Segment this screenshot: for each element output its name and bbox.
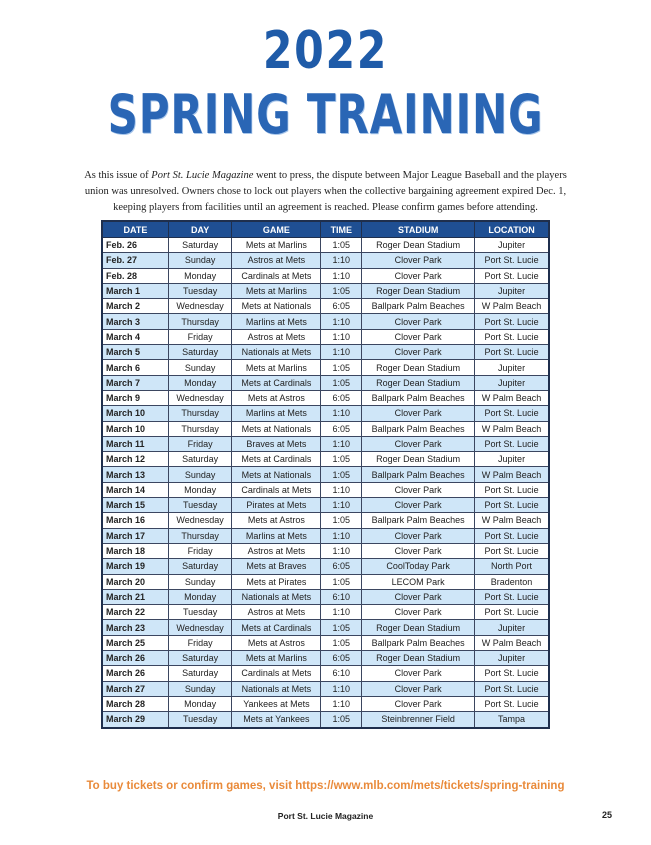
cell-location: W Palm Beach	[475, 513, 549, 528]
cell-stadium: Roger Dean Stadium	[362, 360, 475, 375]
cell-game: Mets at Nationals	[232, 467, 321, 482]
table-row	[102, 589, 549, 604]
cell-location: W Palm Beach	[475, 467, 549, 482]
schedule-table	[101, 220, 550, 729]
cell-day: Monday	[168, 482, 232, 497]
cell-stadium: Roger Dean Stadium	[362, 452, 475, 467]
cell-game: Cardinals at Mets	[232, 268, 321, 283]
cell-time: 1:05	[321, 283, 362, 298]
cell-stadium: Roger Dean Stadium	[362, 283, 475, 298]
cell-time: 1:05	[321, 360, 362, 375]
table-row	[102, 436, 549, 451]
cell-location: North Port	[475, 559, 549, 574]
table-row	[102, 574, 549, 589]
table-row	[102, 651, 549, 666]
cell-time: 1:10	[321, 543, 362, 558]
header-game: GAME	[232, 221, 321, 238]
cell-game: Mets at Astros	[232, 390, 321, 405]
cell-day: Monday	[168, 589, 232, 604]
tickets-link-text[interactable]: To buy tickets or confirm games, visit https://www.mlb.com/mets/tickets/spring-training	[86, 780, 565, 792]
cell-location: Port St. Lucie	[475, 345, 549, 360]
cell-stadium: Roger Dean Stadium	[362, 238, 475, 253]
cell-date: Feb. 28	[102, 268, 168, 283]
cell-stadium: Ballpark Palm Beaches	[362, 635, 475, 650]
header-day: DAY	[168, 221, 232, 238]
cell-location: W Palm Beach	[475, 421, 549, 436]
cell-date: March 9	[102, 390, 168, 405]
cell-date: March 29	[102, 712, 168, 728]
intro-paragraph	[80, 168, 571, 216]
cell-day: Sunday	[168, 467, 232, 482]
cell-game: Mets at Astros	[232, 513, 321, 528]
cell-stadium: Roger Dean Stadium	[362, 651, 475, 666]
cell-location: Jupiter	[475, 620, 549, 635]
cell-location: Tampa	[475, 712, 549, 728]
cell-time: 6:10	[321, 589, 362, 604]
cell-game: Mets at Astros	[232, 635, 321, 650]
cell-stadium: Clover Park	[362, 543, 475, 558]
cell-stadium: Clover Park	[362, 253, 475, 268]
cell-stadium: Clover Park	[362, 498, 475, 513]
cell-game: Mets at Braves	[232, 559, 321, 574]
cell-day: Monday	[168, 696, 232, 711]
cell-day: Tuesday	[168, 712, 232, 728]
cell-game: Astros at Mets	[232, 329, 321, 344]
cell-time: 1:05	[321, 712, 362, 728]
cell-location: W Palm Beach	[475, 299, 549, 314]
cell-date: March 16	[102, 513, 168, 528]
table-row	[102, 696, 549, 711]
cell-location: Port St. Lucie	[475, 589, 549, 604]
cell-date: Feb. 27	[102, 253, 168, 268]
table-row	[102, 620, 549, 635]
cell-time: 1:10	[321, 345, 362, 360]
cell-date: March 14	[102, 482, 168, 497]
cell-date: March 13	[102, 467, 168, 482]
cell-game: Nationals at Mets	[232, 345, 321, 360]
cell-time: 1:05	[321, 452, 362, 467]
cell-stadium: Clover Park	[362, 345, 475, 360]
cell-date: March 28	[102, 696, 168, 711]
cell-time: 1:10	[321, 329, 362, 344]
table-row	[102, 283, 549, 298]
cell-date: Feb. 26	[102, 238, 168, 253]
cell-stadium: Ballpark Palm Beaches	[362, 421, 475, 436]
cell-location: Bradenton	[475, 574, 549, 589]
table-row	[102, 329, 549, 344]
cell-time: 1:10	[321, 436, 362, 451]
cell-game: Marlins at Mets	[232, 314, 321, 329]
cell-stadium: Clover Park	[362, 406, 475, 421]
title-year: 2022	[262, 21, 389, 81]
cell-date: March 10	[102, 421, 168, 436]
table-row	[102, 498, 549, 513]
cell-day: Monday	[168, 268, 232, 283]
cell-stadium: Roger Dean Stadium	[362, 375, 475, 390]
cell-location: Port St. Lucie	[475, 482, 549, 497]
cell-game: Mets at Nationals	[232, 299, 321, 314]
cell-stadium: Clover Park	[362, 696, 475, 711]
cell-time: 6:05	[321, 299, 362, 314]
page-number: 25	[602, 810, 613, 820]
cell-day: Saturday	[168, 651, 232, 666]
table-row	[102, 635, 549, 650]
cell-time: 6:05	[321, 390, 362, 405]
cell-game: Mets at Marlins	[232, 238, 321, 253]
cell-time: 1:05	[321, 375, 362, 390]
cell-stadium: Ballpark Palm Beaches	[362, 390, 475, 405]
cell-time: 1:10	[321, 253, 362, 268]
cell-time: 1:10	[321, 681, 362, 696]
cell-stadium: Steinbrenner Field	[362, 712, 475, 728]
cell-time: 1:10	[321, 268, 362, 283]
cell-stadium: Ballpark Palm Beaches	[362, 467, 475, 482]
cell-time: 1:10	[321, 528, 362, 543]
cell-game: Yankees at Mets	[232, 696, 321, 711]
cell-game: Cardinals at Mets	[232, 666, 321, 681]
cell-day: Tuesday	[168, 498, 232, 513]
cell-game: Mets at Nationals	[232, 421, 321, 436]
table-row	[102, 375, 549, 390]
cell-stadium: Clover Park	[362, 329, 475, 344]
cell-stadium: Clover Park	[362, 268, 475, 283]
cell-time: 1:05	[321, 635, 362, 650]
cell-date: March 27	[102, 681, 168, 696]
intro-text-after: went to press, the dispute between Major League Baseball and the players union was unresolved. Owners chose to lock out players when the collective bargaining agreement expired Dec. 1, keeping players from facilities until an agreement is reached. Please confirm games before attending.	[84, 169, 567, 213]
cell-location: Jupiter	[475, 238, 549, 253]
cell-day: Wednesday	[168, 513, 232, 528]
cell-time: 1:05	[321, 238, 362, 253]
cell-location: Jupiter	[475, 375, 549, 390]
cell-date: March 22	[102, 605, 168, 620]
cell-game: Mets at Marlins	[232, 283, 321, 298]
cell-day: Thursday	[168, 421, 232, 436]
table-row	[102, 406, 549, 421]
cell-time: 1:10	[321, 696, 362, 711]
cell-stadium: Clover Park	[362, 666, 475, 681]
table-row	[102, 681, 549, 696]
cell-game: Nationals at Mets	[232, 681, 321, 696]
cell-game: Braves at Mets	[232, 436, 321, 451]
cell-date: March 23	[102, 620, 168, 635]
cell-date: March 6	[102, 360, 168, 375]
footer-magazine: Port St. Lucie Magazine	[277, 811, 374, 821]
table-row	[102, 238, 549, 253]
table-row	[102, 360, 549, 375]
cell-day: Saturday	[168, 452, 232, 467]
table-row	[102, 345, 549, 360]
cell-day: Wednesday	[168, 620, 232, 635]
cell-location: Port St. Lucie	[475, 268, 549, 283]
header-location: LOCATION	[475, 221, 549, 238]
cell-location: Port St. Lucie	[475, 605, 549, 620]
cell-date: March 4	[102, 329, 168, 344]
cell-day: Wednesday	[168, 299, 232, 314]
cell-date: March 2	[102, 299, 168, 314]
cell-location: Port St. Lucie	[475, 406, 549, 421]
cell-location: W Palm Beach	[475, 390, 549, 405]
cell-game: Mets at Marlins	[232, 360, 321, 375]
cell-location: Jupiter	[475, 452, 549, 467]
table-row	[102, 666, 549, 681]
cell-date: March 26	[102, 651, 168, 666]
cell-stadium: Clover Park	[362, 482, 475, 497]
header-date: DATE	[102, 221, 168, 238]
cell-day: Friday	[168, 436, 232, 451]
cell-game: Mets at Marlins	[232, 651, 321, 666]
cell-day: Monday	[168, 375, 232, 390]
title-headline: SPRING TRAINING	[107, 83, 544, 146]
cell-location: Jupiter	[475, 360, 549, 375]
schedule-header-row	[102, 221, 549, 238]
intro-publication: Port St. Lucie Magazine	[151, 169, 254, 181]
cell-stadium: Roger Dean Stadium	[362, 620, 475, 635]
intro-text-before: As this issue of	[84, 169, 152, 181]
cell-time: 1:05	[321, 467, 362, 482]
table-row	[102, 452, 549, 467]
cell-stadium: Clover Park	[362, 528, 475, 543]
cell-date: March 3	[102, 314, 168, 329]
cell-stadium: Clover Park	[362, 314, 475, 329]
cell-time: 1:10	[321, 605, 362, 620]
cell-date: March 15	[102, 498, 168, 513]
cell-stadium: LECOM Park	[362, 574, 475, 589]
cell-game: Marlins at Mets	[232, 528, 321, 543]
cell-time: 1:05	[321, 620, 362, 635]
cell-time: 6:05	[321, 559, 362, 574]
cell-day: Thursday	[168, 528, 232, 543]
cell-day: Saturday	[168, 238, 232, 253]
table-row	[102, 268, 549, 283]
schedule-body	[102, 238, 549, 728]
cell-time: 6:10	[321, 666, 362, 681]
cell-date: March 11	[102, 436, 168, 451]
cell-time: 1:05	[321, 574, 362, 589]
cell-location: Port St. Lucie	[475, 528, 549, 543]
cell-date: March 19	[102, 559, 168, 574]
cell-day: Sunday	[168, 253, 232, 268]
cell-location: W Palm Beach	[475, 635, 549, 650]
table-row	[102, 482, 549, 497]
cell-day: Saturday	[168, 666, 232, 681]
cell-day: Friday	[168, 329, 232, 344]
cell-date: March 18	[102, 543, 168, 558]
cell-date: March 20	[102, 574, 168, 589]
cell-date: March 5	[102, 345, 168, 360]
cell-game: Mets at Yankees	[232, 712, 321, 728]
header-stadium: STADIUM	[362, 221, 475, 238]
cell-time: 1:10	[321, 498, 362, 513]
cell-time: 1:10	[321, 482, 362, 497]
cell-location: Port St. Lucie	[475, 681, 549, 696]
table-row	[102, 467, 549, 482]
cell-game: Astros at Mets	[232, 253, 321, 268]
cell-day: Tuesday	[168, 605, 232, 620]
cell-day: Friday	[168, 635, 232, 650]
cell-game: Astros at Mets	[232, 605, 321, 620]
cell-location: Port St. Lucie	[475, 666, 549, 681]
cell-stadium: CoolToday Park	[362, 559, 475, 574]
cell-stadium: Ballpark Palm Beaches	[362, 513, 475, 528]
cell-date: March 1	[102, 283, 168, 298]
table-row	[102, 543, 549, 558]
cell-stadium: Clover Park	[362, 436, 475, 451]
cell-stadium: Clover Park	[362, 681, 475, 696]
table-row	[102, 559, 549, 574]
cell-game: Astros at Mets	[232, 543, 321, 558]
cell-stadium: Clover Park	[362, 589, 475, 604]
table-row	[102, 390, 549, 405]
cell-day: Thursday	[168, 314, 232, 329]
cell-game: Cardinals at Mets	[232, 482, 321, 497]
table-row	[102, 253, 549, 268]
table-row	[102, 513, 549, 528]
cell-day: Wednesday	[168, 390, 232, 405]
cell-day: Sunday	[168, 574, 232, 589]
cell-date: March 26	[102, 666, 168, 681]
cell-game: Pirates at Mets	[232, 498, 321, 513]
cell-day: Tuesday	[168, 283, 232, 298]
cell-date: March 10	[102, 406, 168, 421]
cell-location: Port St. Lucie	[475, 696, 549, 711]
cell-stadium: Clover Park	[362, 605, 475, 620]
cell-location: Port St. Lucie	[475, 329, 549, 344]
cell-day: Sunday	[168, 360, 232, 375]
cell-location: Port St. Lucie	[475, 543, 549, 558]
cell-time: 1:05	[321, 513, 362, 528]
cell-date: March 17	[102, 528, 168, 543]
cell-game: Mets at Cardinals	[232, 620, 321, 635]
cell-game: Mets at Cardinals	[232, 452, 321, 467]
cell-time: 6:05	[321, 421, 362, 436]
table-row	[102, 299, 549, 314]
cell-game: Nationals at Mets	[232, 589, 321, 604]
cell-day: Sunday	[168, 681, 232, 696]
cell-time: 6:05	[321, 651, 362, 666]
cell-day: Saturday	[168, 345, 232, 360]
cell-date: March 12	[102, 452, 168, 467]
cell-day: Saturday	[168, 559, 232, 574]
cell-day: Thursday	[168, 406, 232, 421]
table-row	[102, 314, 549, 329]
table-row	[102, 528, 549, 543]
cell-location: Port St. Lucie	[475, 253, 549, 268]
table-row	[102, 421, 549, 436]
cell-location: Port St. Lucie	[475, 498, 549, 513]
table-row	[102, 605, 549, 620]
cell-game: Mets at Cardinals	[232, 375, 321, 390]
cell-time: 1:10	[321, 314, 362, 329]
cell-date: March 25	[102, 635, 168, 650]
header-time: TIME	[321, 221, 362, 238]
cell-location: Port St. Lucie	[475, 314, 549, 329]
cell-game: Mets at Pirates	[232, 574, 321, 589]
cell-stadium: Ballpark Palm Beaches	[362, 299, 475, 314]
cell-time: 1:10	[321, 406, 362, 421]
cell-location: Port St. Lucie	[475, 436, 549, 451]
cell-location: Jupiter	[475, 651, 549, 666]
cell-location: Jupiter	[475, 283, 549, 298]
cell-game: Marlins at Mets	[232, 406, 321, 421]
cell-date: March 21	[102, 589, 168, 604]
cell-date: March 7	[102, 375, 168, 390]
table-row	[102, 712, 549, 728]
cell-day: Friday	[168, 543, 232, 558]
